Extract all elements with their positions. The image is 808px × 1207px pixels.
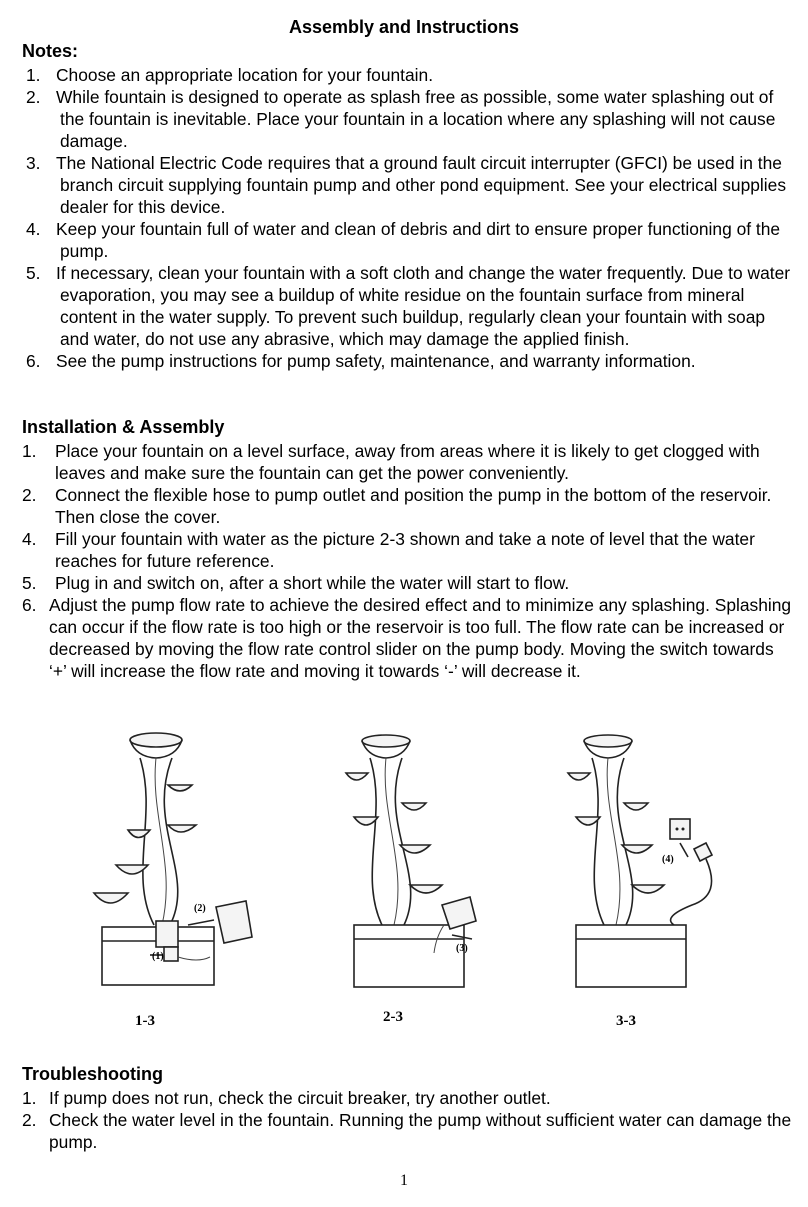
item-text: If necessary, clean your fountain with a soft cloth and change the water frequently. Due to water evaporation, you may see a buildup of white residue on the fountain surface from mineral content in the water supply. To prevent such buildup, regularly clean your fountain with soap and water, do not use any abrasive, which may damage the applied finish. — [56, 263, 791, 349]
side-bowl — [346, 773, 368, 780]
installation-item — [22, 484, 792, 528]
notes-item — [22, 262, 792, 350]
cover-panel — [216, 901, 252, 943]
item-text: Connect the flexible hose to pump outlet and position the pump in the bottom of the reservoir. Then close the cover. — [55, 485, 772, 527]
reservoir-box — [354, 925, 464, 987]
item-number: 1. — [26, 65, 41, 85]
item-text: Choose an appropriate location for your fountain. — [56, 65, 434, 85]
column-right-edge — [164, 758, 177, 925]
installation-list — [22, 440, 792, 682]
item-number: 1. — [22, 1088, 37, 1108]
page-number: 1 — [400, 1172, 408, 1189]
installation-item — [22, 440, 792, 484]
item-text: Keep your fountain full of water and clean of debris and dirt to ensure proper functioning of the pump. — [56, 219, 781, 261]
notes-item — [22, 152, 792, 218]
installation-item — [22, 572, 792, 594]
label-2: (2) — [194, 903, 206, 914]
top-bowl — [362, 735, 410, 747]
column-left-edge — [370, 758, 382, 925]
item-number: 2. — [22, 485, 37, 505]
notes-item — [22, 64, 792, 86]
outlet-hole — [676, 828, 679, 831]
column-left-edge — [592, 758, 604, 925]
installation-item — [22, 594, 792, 682]
outlet-hole — [682, 828, 685, 831]
side-bowl — [168, 825, 196, 832]
installation-heading: Installation & Assembly — [22, 417, 225, 437]
column-left-edge — [140, 758, 154, 925]
item-text: Check the water level in the fountain. Running the pump without sufficient water can damage the pump. — [49, 1110, 792, 1152]
side-bowl — [632, 885, 664, 893]
top-bowl — [584, 735, 632, 747]
side-bowl — [354, 817, 378, 825]
figure-3-3-illustration — [562, 725, 732, 995]
figure-caption-2-3: 2-3 — [383, 1009, 403, 1025]
arrow-4 — [680, 843, 688, 857]
side-bowl — [576, 817, 600, 825]
item-number: 2. — [22, 1110, 37, 1130]
side-bowl — [94, 893, 128, 903]
pump-opening — [156, 921, 178, 947]
item-number: 2. — [26, 87, 41, 107]
item-number: 5. — [26, 263, 41, 283]
item-text: Place your fountain on a level surface, away from areas where it is likely to get clogged with leaves and make sure the fountain can get the power conveniently. — [55, 441, 760, 483]
item-number: 6. — [22, 595, 37, 615]
label-4: (4) — [662, 854, 674, 865]
notes-item — [22, 350, 792, 372]
pump-cord — [178, 957, 210, 960]
item-text: Adjust the pump flow rate to achieve the desired effect and to minimize any splashing. Splashing can occur if the flow rate is too high or the reservoir is too full. The flow rate can be increased or decreased by moving the flow rate control slider on the pump body. Moving the switch towards ‘+’ will increase the flow rate and moving it towards ‘-’ will decrease it. — [49, 595, 792, 681]
side-bowl — [568, 773, 590, 780]
item-number: 4. — [26, 219, 41, 239]
side-bowl — [168, 785, 192, 791]
figure-caption-1-3: 1-3 — [135, 1013, 155, 1029]
installation-item — [22, 528, 792, 572]
item-text: While fountain is designed to operate as splash free as possible, some water splashing out of the fountain is inevitable. Place your fountain in a location where any splashing will not cause damage. — [56, 87, 776, 151]
page-title: Assembly and Instructions — [288, 17, 520, 37]
side-bowl — [410, 885, 442, 893]
power-cord — [671, 859, 712, 925]
troubleshooting-list — [22, 1087, 792, 1153]
label-3: (3) — [456, 943, 468, 954]
side-bowl — [128, 830, 150, 838]
item-text: See the pump instructions for pump safety, maintenance, and warranty information. — [56, 351, 696, 371]
item-number: 5. — [22, 573, 37, 593]
item-text: If pump does not run, check the circuit breaker, try another outlet. — [49, 1088, 551, 1108]
notes-item — [22, 86, 792, 152]
side-bowl — [624, 803, 648, 810]
notes-list — [22, 64, 792, 372]
item-number: 3. — [26, 153, 41, 173]
figure-caption-3-3: 3-3 — [616, 1013, 636, 1029]
item-text: Fill your fountain with water as the picture 2-3 shown and take a note of level that the water reaches for future reference. — [55, 529, 755, 571]
figure-2-3-illustration — [340, 725, 490, 995]
arrow-2 — [188, 920, 214, 925]
notes-heading: Notes: — [22, 41, 79, 61]
item-text: The National Electric Code requires that a ground fault circuit interrupter (GFCI) be used in the branch circuit supplying fountain pump and other pond equipment. See your electrical supplies dealer for this device. — [56, 153, 787, 217]
item-text: Plug in and switch on, after a short while the water will start to flow. — [55, 573, 570, 593]
troubleshooting-item — [22, 1109, 792, 1153]
item-number: 4. — [22, 529, 37, 549]
label-1: (1) — [152, 951, 164, 962]
item-number: 6. — [26, 351, 41, 371]
notes-item — [22, 218, 792, 262]
troubleshooting-heading: Troubleshooting — [22, 1064, 163, 1084]
power-plug — [694, 843, 712, 861]
pump-unit — [164, 947, 178, 961]
figure-1-3-illustration — [88, 725, 268, 995]
troubleshooting-item — [22, 1087, 792, 1109]
wall-outlet — [670, 819, 690, 839]
column-twist-line — [155, 758, 166, 925]
assembly-figures — [0, 725, 808, 1035]
top-bowl — [130, 733, 182, 747]
item-number: 1. — [22, 441, 37, 461]
reservoir-box — [576, 925, 686, 987]
side-bowl — [402, 803, 426, 810]
